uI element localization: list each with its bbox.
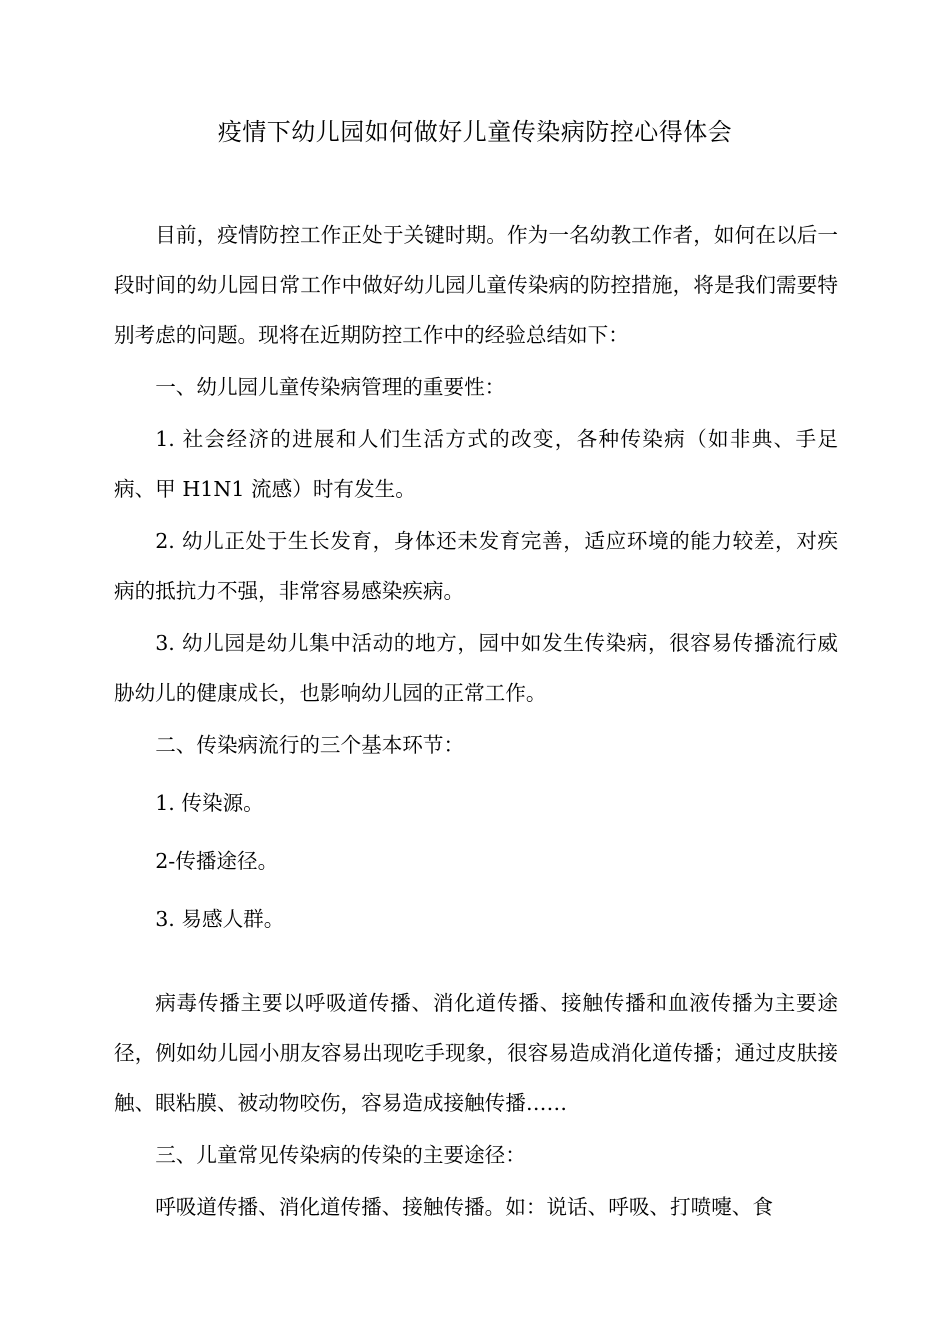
document-title: 疫情下幼儿园如何做好儿童传染病防控心得体会 <box>217 118 733 146</box>
transmission-paragraph: 病毒传播主要以呼吸道传播、消化道传播、接触传播和血液传播为主要途径，例如幼儿园小朋友容易出现吃手现象，很容易造成消化道传播；通过皮肤接触、眼粘膜、被动物咬伤，容易造成接触传播…… <box>114 991 838 1115</box>
section-heading-1: 一、幼儿园儿童传染病管理的重要性： <box>155 375 506 399</box>
list-item-susceptible: 3. 易感人群。 <box>155 907 285 931</box>
document-body <box>114 210 838 1232</box>
list-item-route: 2-传播途径。 <box>155 849 279 873</box>
list-item-source: 1. 传染源。 <box>155 791 264 815</box>
intro-paragraph: 目前，疫情防控工作正处于关键时期。作为一名幼教工作者，如何在以后一段时间的幼儿园日常工作中做好幼儿园儿童传染病的防控措施，将是我们需要特别考虑的问题。现将在近期防控工作中的经验总结如下： <box>114 223 838 347</box>
section-heading-2: 二、传染病流行的三个基本环节： <box>155 733 465 757</box>
list-item-3: 3. 幼儿园是幼儿集中活动的地方，园中如发生传染病，很容易传播流行威胁幼儿的健康成长，也影响幼儿园的正常工作。 <box>114 631 838 705</box>
list-item-2: 2. 幼儿正处于生长发育，身体还未发育完善，适应环境的能力较差，对疾病的抵抗力不强，非常容易感染疾病。 <box>114 529 838 603</box>
routes-paragraph: 呼吸道传播、消化道传播、接触传播。如：说话、呼吸、打喷嚏、食 <box>155 1195 773 1219</box>
section-heading-3: 三、儿童常见传染病的传染的主要途径： <box>155 1143 526 1167</box>
list-item-1: 1. 社会经济的进展和人们生活方式的改变，各种传染病（如非典、手足病、甲 H1N1 流感）时有发生。 <box>114 427 838 501</box>
